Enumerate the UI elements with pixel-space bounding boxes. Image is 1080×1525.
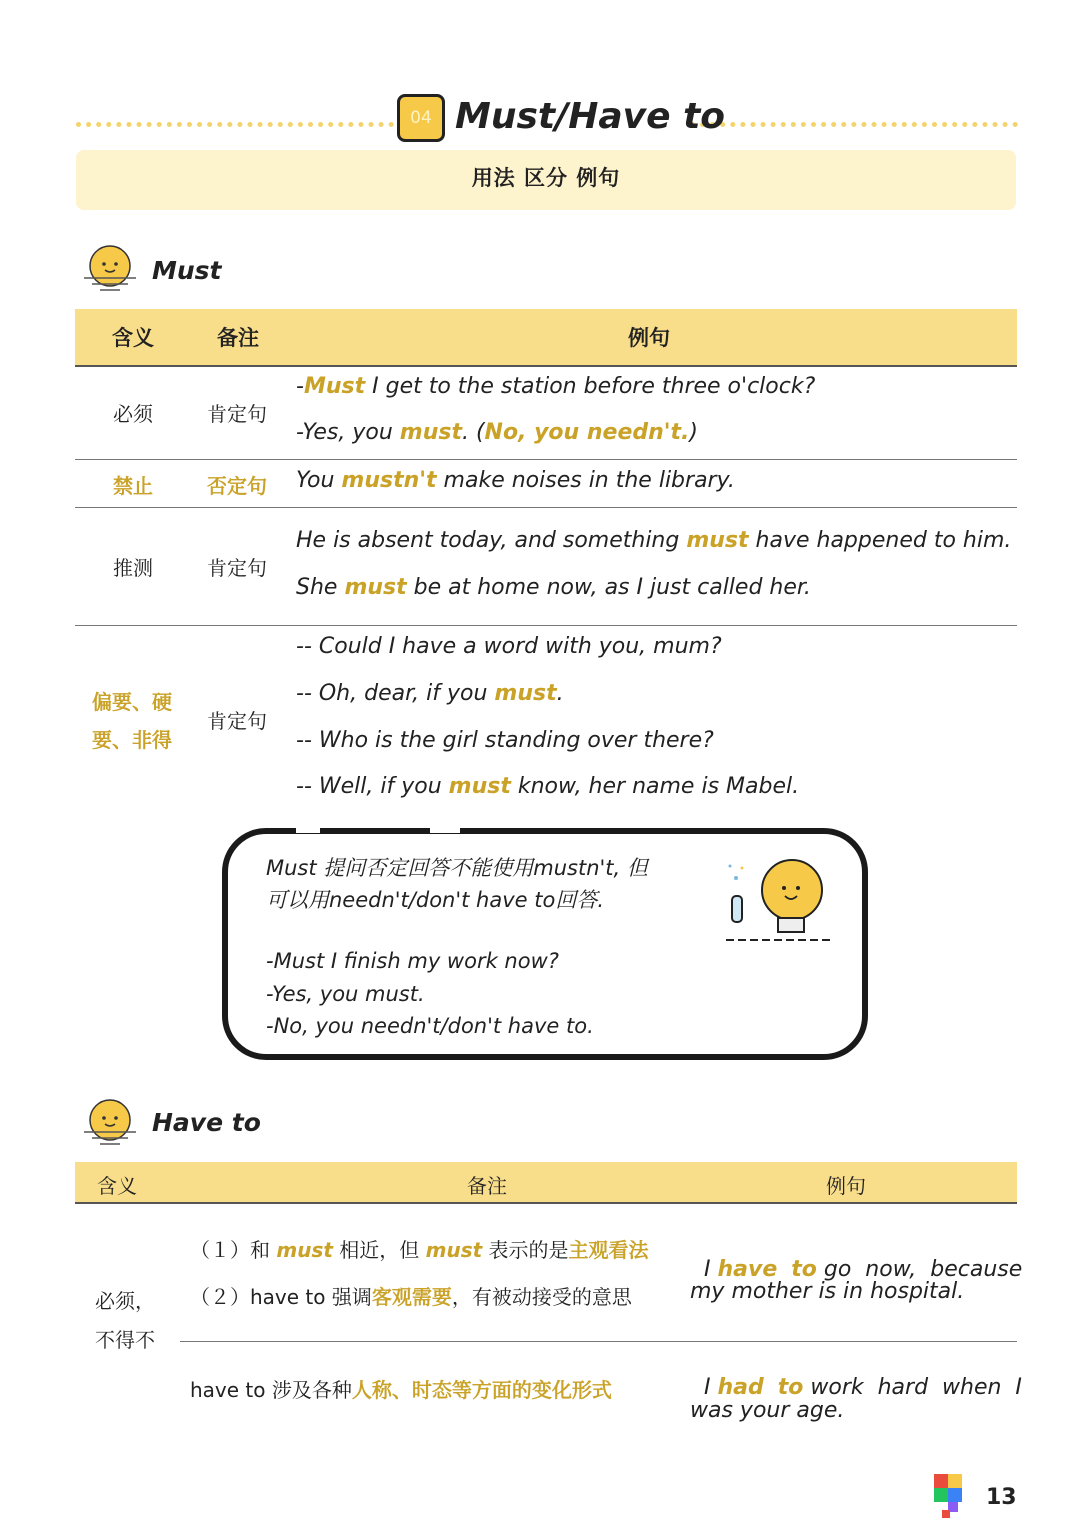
- section-number-badge: 04: [397, 94, 445, 142]
- page-number: 13: [986, 1485, 1017, 1510]
- must-row1-example1: -Must I get to the station before three o'clock?: [296, 374, 816, 399]
- must-row2-note: 否定句: [207, 474, 267, 498]
- divider: [75, 1202, 1017, 1204]
- must-col-note: 备注: [217, 326, 259, 350]
- must-col-meaning: 含义: [112, 326, 154, 350]
- have-to-example2-line2: was your age.: [690, 1398, 845, 1423]
- must-row1-meaning: 必须: [113, 402, 153, 426]
- tip-line1: Must 提问否定回答不能使用mustn't, 但: [266, 856, 648, 880]
- divider: [180, 1341, 1017, 1342]
- have-to-col-note: 备注: [467, 1174, 507, 1198]
- must-row4-note: 肯定句: [207, 709, 267, 733]
- have-to-example1-line2: my mother is in hospital.: [690, 1279, 965, 1304]
- must-row1-note: 肯定句: [207, 402, 267, 426]
- logo-icon: [930, 1470, 972, 1522]
- tip-example2: -Yes, you must.: [266, 982, 425, 1006]
- must-row2-meaning: 禁止: [113, 474, 153, 498]
- must-row4-example4: -- Well, if you must know, her name is Mabel.: [296, 774, 800, 799]
- tip-example3: -No, you needn't/don't have to.: [266, 1014, 594, 1038]
- title-dots-left: [76, 122, 394, 127]
- title-dots-right: [690, 122, 1018, 127]
- have-to-col-example: 例句: [826, 1174, 866, 1198]
- have-to-note2: （２）have to 强调客观需要，有被动接受的意思: [190, 1285, 632, 1309]
- must-row4-meaning-line2: 要、非得: [92, 728, 172, 752]
- bubble-gap: [296, 823, 320, 833]
- must-row3-note: 肯定句: [207, 556, 267, 580]
- subtitle-text: 用法 区分 例句: [471, 166, 621, 190]
- have-to-col-meaning: 含义: [97, 1174, 137, 1198]
- have-to-section-title: Have to: [152, 1108, 261, 1137]
- have-to-note3: have to 涉及各种人称、时态等方面的变化形式: [190, 1378, 612, 1402]
- bubble-gap: [430, 823, 460, 833]
- have-to-table-header: [75, 1162, 1017, 1202]
- must-col-example: 例句: [628, 326, 670, 350]
- must-section-title: Must: [152, 256, 222, 285]
- divider: [75, 459, 1017, 460]
- page-title: Must/Have to: [455, 96, 726, 137]
- must-row3-meaning: 推测: [113, 556, 153, 580]
- must-row3-example1: He is absent today, and something must have happened to him.: [296, 528, 1012, 553]
- sun-icon: [80, 1094, 140, 1150]
- divider: [75, 507, 1017, 508]
- must-row1-example2: -Yes, you must. (No, you needn't.): [296, 420, 698, 445]
- divider: [75, 365, 1017, 367]
- must-row4-example2: -- Oh, dear, if you must.: [296, 681, 564, 706]
- must-row4-meaning-line1: 偏要、硬: [92, 690, 172, 714]
- have-to-meaning-line1: 必须，: [95, 1289, 155, 1313]
- tip-example1: -Must I finish my work now?: [266, 949, 559, 973]
- divider: [75, 625, 1017, 626]
- have-to-example2: I had to work hard when I: [704, 1375, 1022, 1400]
- must-row3-example2: She must be at home now, as I just called her.: [296, 575, 811, 600]
- sun-icon: [80, 240, 140, 296]
- lightbulb-icon: [722, 852, 838, 948]
- have-to-note1: （１）和 must 相近，但 must 表示的是主观看法: [190, 1238, 649, 1262]
- must-row4-example3: -- Who is the girl standing over there?: [296, 728, 714, 753]
- have-to-meaning-line2: 不得不: [95, 1328, 155, 1352]
- tip-line2: 可以用needn't/don't have to回答.: [266, 888, 604, 912]
- must-row4-example1: -- Could I have a word with you, mum?: [296, 634, 722, 659]
- must-row2-example1: You mustn't make noises in the library.: [296, 468, 735, 493]
- have-to-example1: I have to go now, because: [704, 1257, 1023, 1282]
